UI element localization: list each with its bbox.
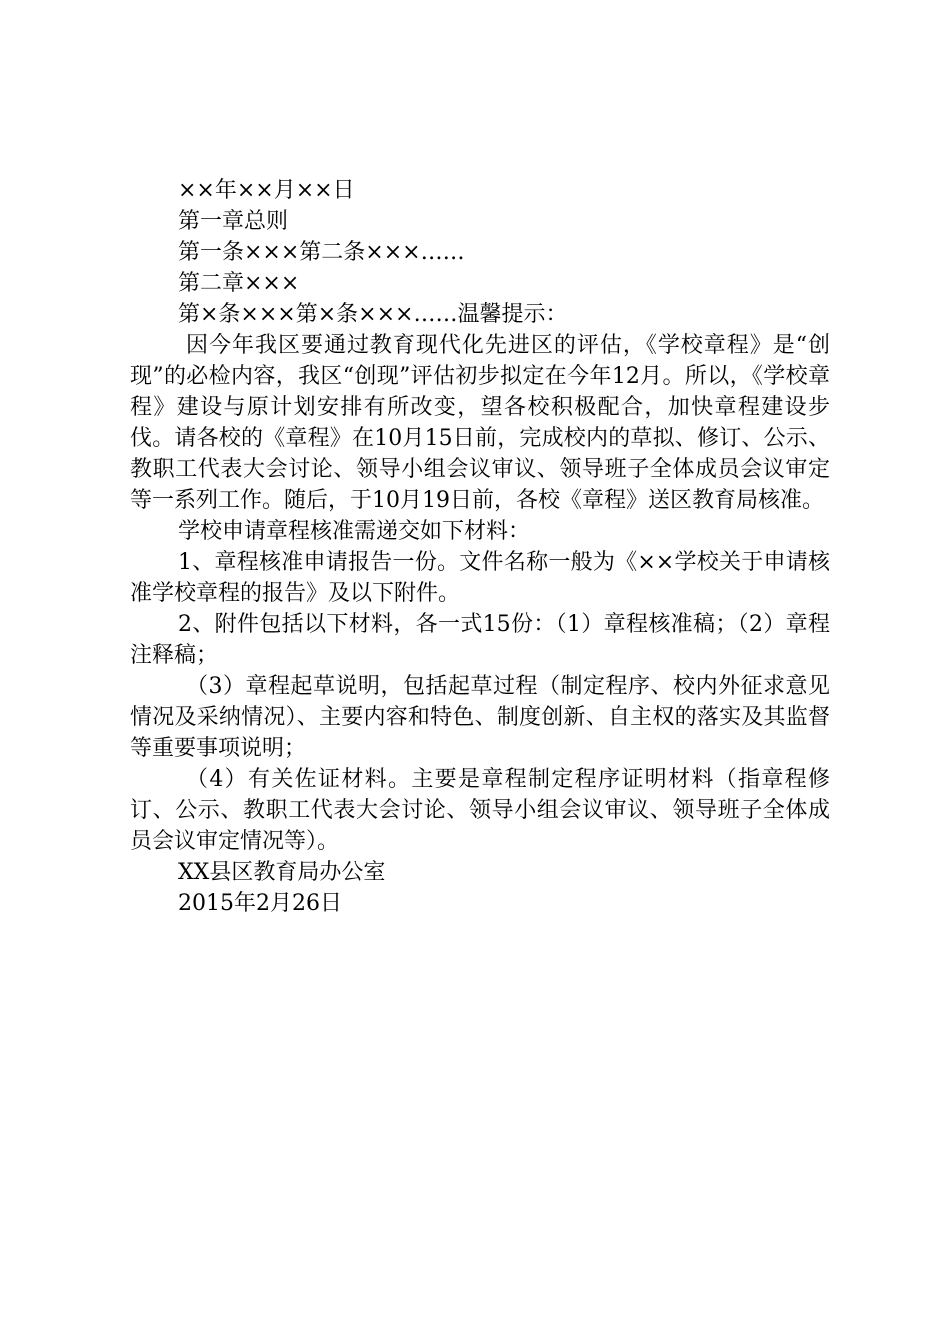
chapter1-articles: 第一条×××第二条×××…… — [178, 240, 465, 265]
materials-intro: 学校申请章程核准需递交如下材料： — [178, 519, 531, 544]
document-body — [130, 175, 830, 919]
materials-item-1: 1、章程核准申请报告一份。文件名称一般为《××学校关于申请核准学校章程的报告》及以下附件。 — [130, 550, 830, 606]
materials-item-4: （4）有关佐证材料。主要是章程制定程序证明材料（指章程修订、公示、教职工代表大会讨论、领导小组会议审议、领导班子全体成员会议审定情况等）。 — [130, 767, 830, 854]
signature-org: XX县区教育局办公室 — [178, 860, 386, 885]
chapter1-title: 第一章总则 — [178, 209, 289, 234]
signature-date: 2015年2月26日 — [178, 891, 342, 916]
materials-item-2: 2、附件包括以下材料，各一式15份：（1）章程核准稿；（2）章程注释稿； — [130, 612, 830, 668]
materials-item-3: （3）章程起草说明，包括起草过程（制定程序、校内外征求意见情况及采纳情况）、主要内容和特色、制度创新、自主权的落实及其监督等重要事项说明； — [130, 674, 830, 761]
chapter2-title: 第二章××× — [178, 271, 300, 296]
date-placeholder: ××年××月××日 — [178, 178, 355, 203]
notice-paragraph: 因今年我区要通过教育现代化先进区的评估，《学校章程》是“创现”的必检内容，我区“创现”评估初步拟定在今年12月。所以，《学校章程》建设与原计划安排有所改变，望各校积极配合，加快章程建设步伐。请各校的《章程》在10月15日前，完成校内的草拟、修订、公示、教职工代表大会讨论、领导小组会议审议、领导班子全体成员会议审定等一系列工作。随后，于10月19日前，各校《章程》送区教育局核准。 — [130, 333, 830, 513]
chapter2-articles: 第×条×××第×条×××……温馨提示： — [178, 302, 568, 327]
